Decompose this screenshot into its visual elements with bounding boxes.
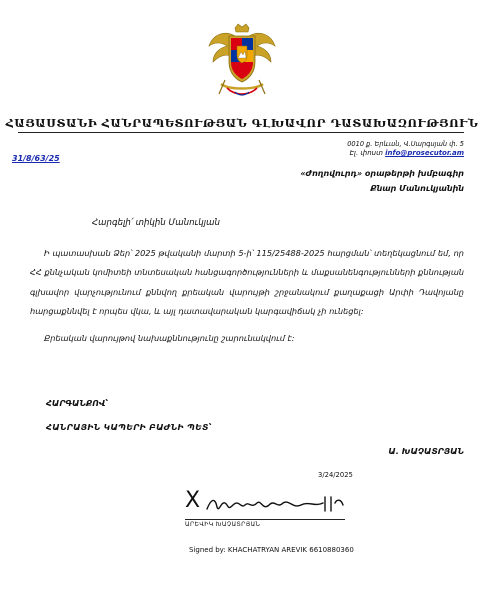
email-link[interactable]: info@prosecutor.am xyxy=(385,149,464,157)
closing-label: ՀԱՐԳԱՆՔՈՎ՝ xyxy=(46,398,109,408)
organization-title: ՀԱՅԱՍՏԱՆԻ ՀԱՆՐԱՊԵՏՈՒԹՅԱՆ ԳԼԽԱՎՈՐ ԴԱՏԱԽԱԶՈՒԹՅՈՒՆ xyxy=(5,116,479,130)
signature-line xyxy=(185,519,345,520)
email-line xyxy=(350,149,464,157)
email-label: Էլ. փոստ xyxy=(349,149,383,157)
handwritten-signature xyxy=(205,493,345,515)
header-divider xyxy=(18,132,464,133)
position-label: ՀԱՆՐԱՅԻՆ ԿԱՊԵՐԻ ԲԱԺՆԻ ՊԵՏ՝ xyxy=(46,422,212,432)
organization-address: 0010 ք. Երևան, Վ.Սարգսյան փ. 5 xyxy=(347,140,464,148)
body-paragraph-1: Ի պատասխան Ձեր՝ 2025 թվականի մարտի 5-ի՝ 115/25488-2025 հարցման՝ տեղեկացնում եմ, որ ՀՀ քննչական կոմիտեի տնտեսական հանցագործությունների և մաքսանենգությունների քննության գլխավոր վարչությունում քննվող քրեական վարույթի շրջանակում քաղաքացի Արփի Դավոյանը հարցաքննվել է որպես վկա, և այլ դատավարական կարգավիճակ չի ունեցել: xyxy=(30,248,464,316)
recipient-line-1: «Ժողովուրդ» օրաթերթի խմբագիր xyxy=(300,169,464,178)
signature-date: 3/24/2025 xyxy=(318,471,353,479)
reference-number: 31/8/63/25 xyxy=(12,154,60,163)
greeting: Հարգելի՛ տիկին Մանուկյան xyxy=(92,218,220,228)
signer-caption: ԱՐԵՎԻԿ ԽԱՉԱՏՐՅԱՆ xyxy=(185,521,261,528)
digital-signature-note: Signed by: KHACHATRYAN AREVIK 6610880360 xyxy=(189,546,354,554)
armenia-coat-of-arms-icon xyxy=(205,22,279,100)
body-paragraph-2: Քրեական վարույթով նախաքննությունը շարունակվում է: xyxy=(44,333,295,343)
recipient-line-2: Քնար Մանուկյանին xyxy=(370,184,464,193)
signer-name: Ա. ԽԱՉԱՏՐՅԱՆ xyxy=(388,446,464,456)
signature-x-mark: X xyxy=(185,488,201,513)
